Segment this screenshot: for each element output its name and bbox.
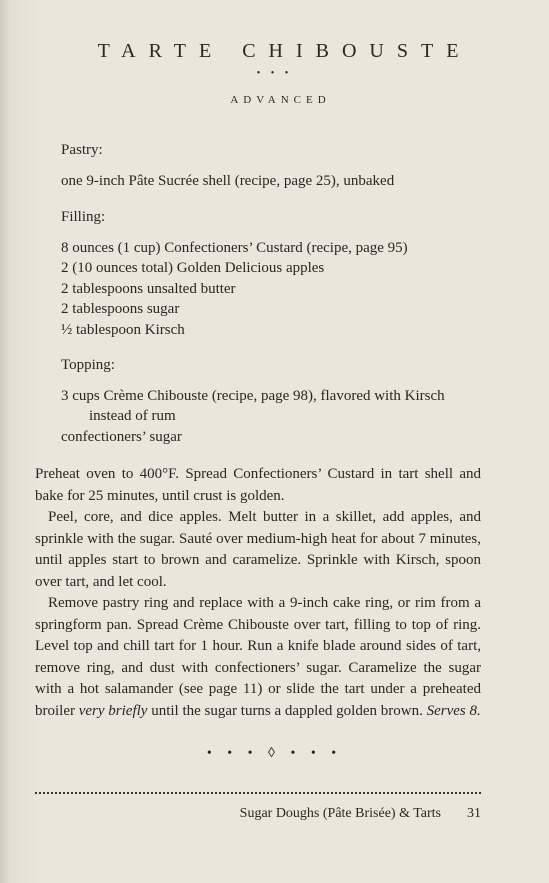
method-paragraph: Preheat oven to 400°F. Spread Confectioners’ Custard in tart shell and bake for 25 minutes, until crust is golden. — [35, 466, 481, 504]
ingredient-line: 2 (10 ounces total) Golden Delicious apples — [61, 260, 325, 276]
running-head: Sugar Doughs (Pâte Brisée) & Tarts — [239, 806, 441, 821]
serves-note: Serves 8. — [426, 702, 481, 719]
method-instructions — [35, 464, 481, 722]
ingredient-line-continued: instead of rum — [89, 408, 176, 424]
pastry-section — [61, 140, 481, 191]
ingredient-line: 2 tablespoons sugar — [61, 301, 180, 317]
ingredient-line: 3 cups Crème Chibouste (recipe, page 98), flavored with Kirsch — [61, 387, 445, 404]
title-ornament: • • • — [256, 68, 293, 79]
topping-heading: Topping: — [61, 357, 115, 373]
section-divider-ornament: • • • ◊ • • • — [206, 746, 343, 761]
ingredient-line: confectioners’ sugar — [61, 428, 182, 445]
pastry-heading: Pastry: — [61, 142, 103, 158]
filling-section — [61, 207, 481, 340]
ingredient-line: one 9-inch Pâte Sucrée shell (recipe, page 25), unbaked — [61, 172, 395, 189]
ingredient-line: 2 tablespoons unsalted butter — [61, 280, 236, 297]
topping-section — [61, 355, 481, 447]
recipe-title: TARTE CHIBOUSTE — [97, 40, 472, 62]
filling-heading: Filling: — [61, 209, 106, 225]
dotted-rule — [35, 792, 481, 794]
method-text: Remove pastry ring and replace with a 9-inch cake ring, or rim from a springform pan. Spread Crème Chibouste over tart, filling to top of ring. Level top and chill tart for 1 hour. Run a knife blade around sides of tart, remove ring, and dust with confectioners’ sugar. Caramelize the sugar with a hot salamander (see page 11) or slide the tart under a preheated broiler — [35, 595, 481, 719]
emphasis-text: very briefly — [78, 702, 148, 719]
method-paragraph — [35, 593, 481, 722]
ingredient-line: ½ tablespoon Kirsch — [61, 321, 185, 338]
page-footer — [35, 806, 481, 822]
page-number: 31 — [467, 806, 481, 821]
method-text: until the sugar turns a dappled golden brown. — [147, 702, 427, 719]
difficulty-level: ADVANCED — [230, 94, 331, 106]
method-paragraph: Peel, core, and dice apples. Melt butter in a skillet, add apples, and sprinkle with the sugar. Sauté over medium-high heat for about 7 minutes, until apples start to brown and caramelize. Sprinkle with Kirsch, spoon over tart, and let cool. — [35, 509, 481, 590]
ingredient-line: 8 ounces (1 cup) Confectioners’ Custard (recipe, page 95) — [61, 239, 408, 256]
